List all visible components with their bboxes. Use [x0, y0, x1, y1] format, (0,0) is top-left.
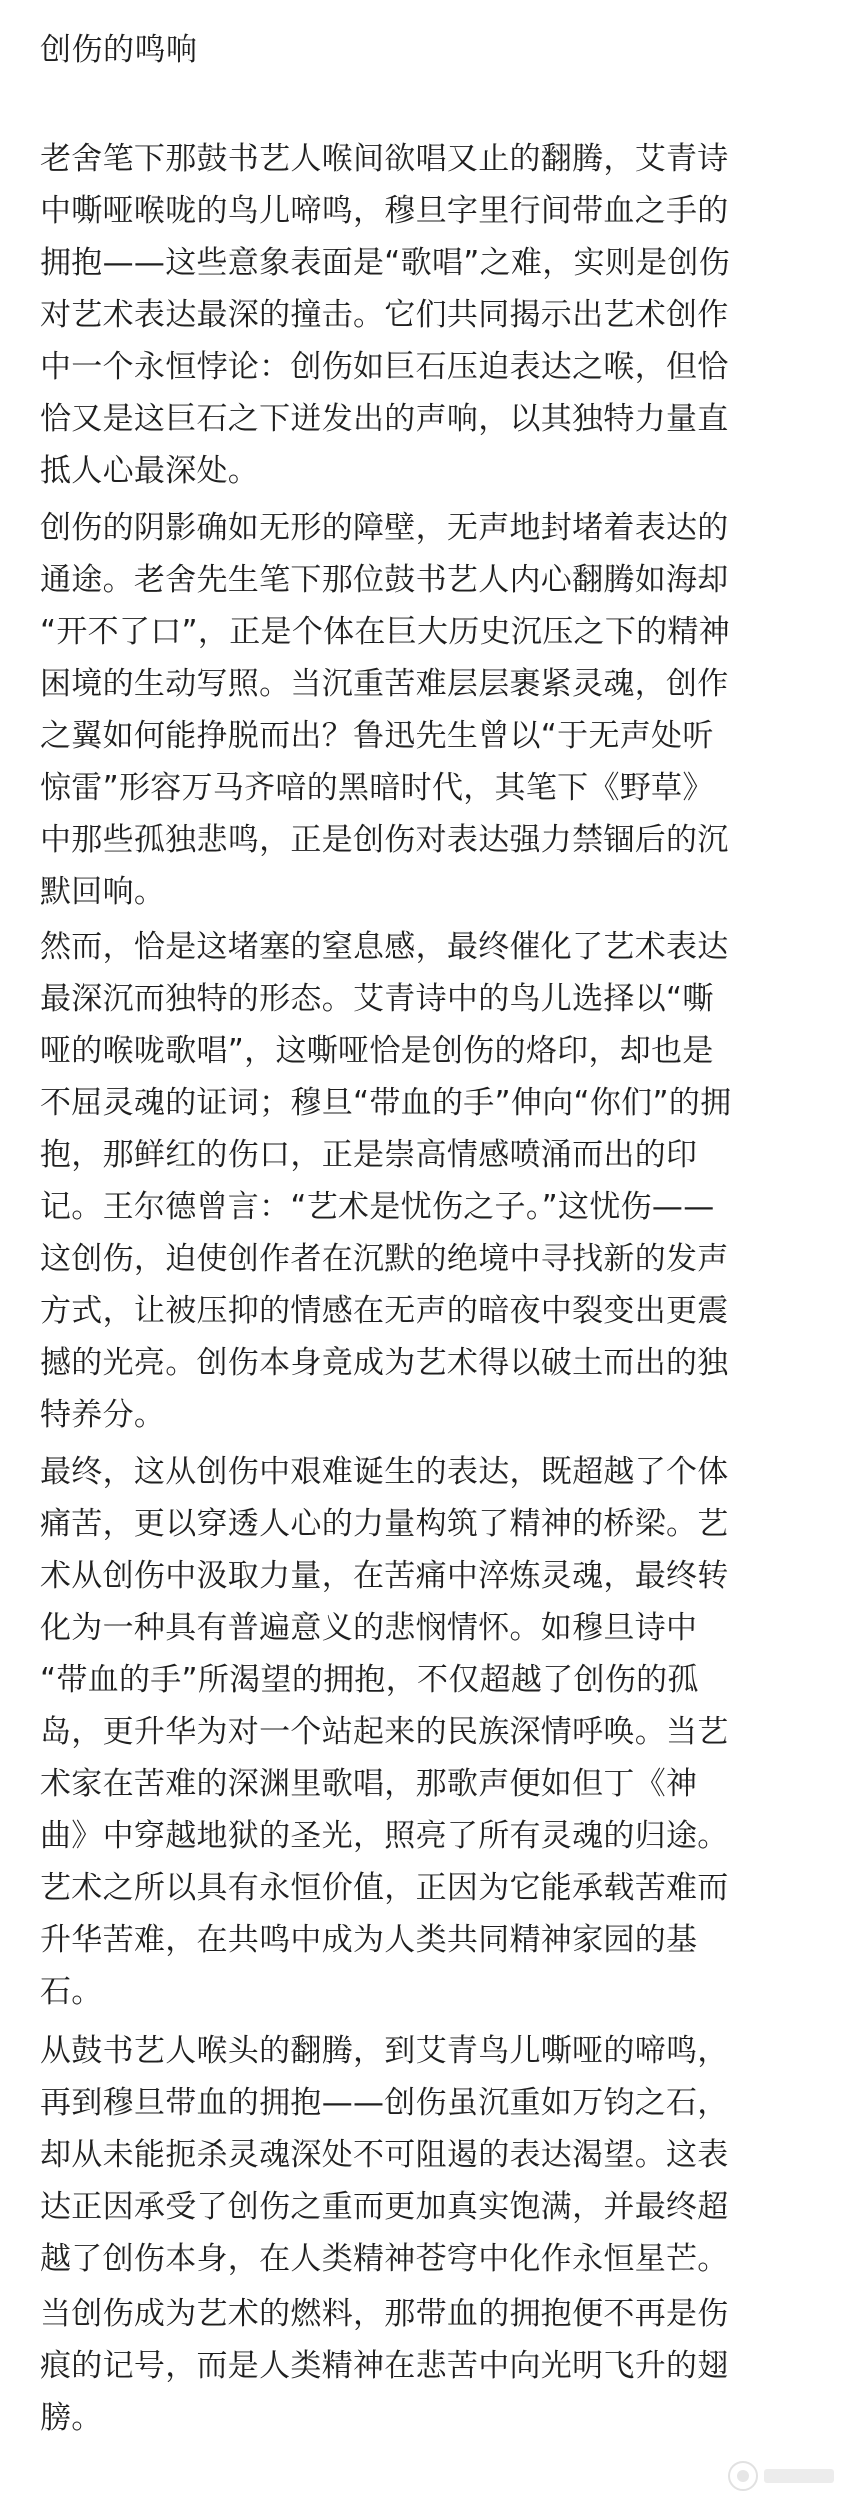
watermark-mark: [764, 2469, 834, 2483]
text-line: 老舍笔下那鼓书艺人喉间欲唱又止的翻腾，艾青诗: [40, 141, 729, 177]
text-line: 对艺术表达最深的撞击。它们共同揭示出艺术创作: [40, 297, 729, 333]
text-line: 升华苦难，在共鸣中成为人类共同精神家园的基: [40, 1922, 698, 1958]
text-line: 恰又是这巨石之下迸发出的声响，以其独特力量直: [40, 401, 729, 437]
text-line: 最终，这从创伤中艰难诞生的表达，既超越了个体: [40, 1454, 729, 1490]
paragraph-1: [40, 133, 830, 497]
text-line: 化为一种具有普遍意义的悲悯情怀。如穆旦诗中: [40, 1610, 698, 1646]
text-line: 中那些孤独悲鸣，正是创伤对表达强力禁锢后的沉: [40, 822, 729, 858]
text-line: 记。王尔德曾言：“艺术是忧伤之子。”这忧伤——: [40, 1189, 715, 1225]
text-line: 中一个永恒悖论：创伤如巨石压迫表达之喉，但恰: [40, 349, 729, 385]
text-line: 抵人心最深处。: [40, 453, 260, 489]
text-line: 术家在苦难的深渊里歌唱，那歌声便如但丁《神: [40, 1766, 698, 1802]
text-line: 达正因承受了创伤之重而更加真实饱满，并最终超: [40, 2189, 729, 2225]
text-line: 最深沉而独特的形态。艾青诗中的鸟儿选择以“嘶: [40, 981, 714, 1017]
text-line: 痕的记号，而是人类精神在悲苦中向光明飞升的翅: [40, 2348, 729, 2384]
text-line: 再到穆旦带血的拥抱——创伤虽沉重如万钧之石，: [40, 2085, 729, 2121]
text-line: “带血的手”所渴望的拥抱，不仅超越了创伤的孤: [40, 1662, 699, 1698]
text-line: 越了创伤本身，在人类精神苍穹中化作永恒星芒。: [40, 2241, 729, 2277]
text-line: 撼的光亮。创伤本身竟成为艺术得以破土而出的独: [40, 1345, 729, 1381]
watermark-logo-icon: [728, 2461, 758, 2491]
text-line: 岛，更升华为对一个站起来的民族深情呼唤。当艺: [40, 1714, 729, 1750]
text-line: 方式，让被压抑的情感在无声的暗夜中裂变出更震: [40, 1293, 729, 1329]
paragraph-6: [40, 2288, 830, 2444]
text-line: 之翼如何能挣脱而出？鲁迅先生曾以“于无声处听: [40, 718, 714, 754]
text-line: 从鼓书艺人喉头的翻腾，到艾青鸟儿嘶哑的啼鸣，: [40, 2033, 729, 2069]
watermark: [728, 2461, 834, 2491]
text-line: 当创伤成为艺术的燃料，那带血的拥抱便不再是伤: [40, 2296, 729, 2332]
text-line: 这创伤，迫使创作者在沉默的绝境中寻找新的发声: [40, 1241, 729, 1277]
text-line: 困境的生动写照。当沉重苦难层层裹紧灵魂，创作: [40, 666, 729, 702]
text-line: 惊雷”形容万马齐喑的黑暗时代，其笔下《野草》: [40, 770, 714, 806]
text-line: 不屈灵魂的证词；穆旦“带血的手”伸向“你们”的拥: [40, 1085, 732, 1121]
document-title: 创伤的鸣响: [40, 32, 198, 68]
text-line: 曲》中穿越地狱的圣光，照亮了所有灵魂的归途。: [40, 1818, 729, 1854]
text-line: 哑的喉咙歌唱”，这嘶哑恰是创伤的烙印，却也是: [40, 1033, 714, 1069]
text-line: 却从未能扼杀灵魂深处不可阻遏的表达渴望。这表: [40, 2137, 729, 2173]
text-line: “开不了口”，正是个体在巨大历史沉压之下的精神: [40, 614, 731, 650]
text-line: 抱，那鲜红的伤口，正是崇高情感喷涌而出的印: [40, 1137, 698, 1173]
paragraph-4: [40, 1446, 830, 2018]
text-line: 创伤的阴影确如无形的障壁，无声地封堵着表达的: [40, 510, 729, 546]
text-line: 石。: [40, 1974, 103, 2010]
text-line: 特养分。: [40, 1397, 166, 1433]
paragraph-3: [40, 921, 830, 1441]
text-line: 痛苦，更以穿透人心的力量构筑了精神的桥梁。艺: [40, 1506, 729, 1542]
text-line: 术从创伤中汲取力量，在苦痛中淬炼灵魂，最终转: [40, 1558, 729, 1594]
text-line: 拥抱——这些意象表面是“歌唱”之难，实则是创伤: [40, 245, 731, 281]
paragraph-2: [40, 502, 830, 918]
text-line: 通途。老舍先生笔下那位鼓书艺人内心翻腾如海却: [40, 562, 729, 598]
text-line: 然而，恰是这堵塞的窒息感，最终催化了艺术表达: [40, 929, 729, 965]
text-line: 默回响。: [40, 874, 166, 910]
text-line: 艺术之所以具有永恒价值，正因为它能承载苦难而: [40, 1870, 729, 1906]
paragraph-5: [40, 2025, 830, 2285]
text-line: 中嘶哑喉咙的鸟儿啼鸣，穆旦字里行间带血之手的: [40, 193, 729, 229]
text-line: 膀。: [40, 2400, 103, 2436]
